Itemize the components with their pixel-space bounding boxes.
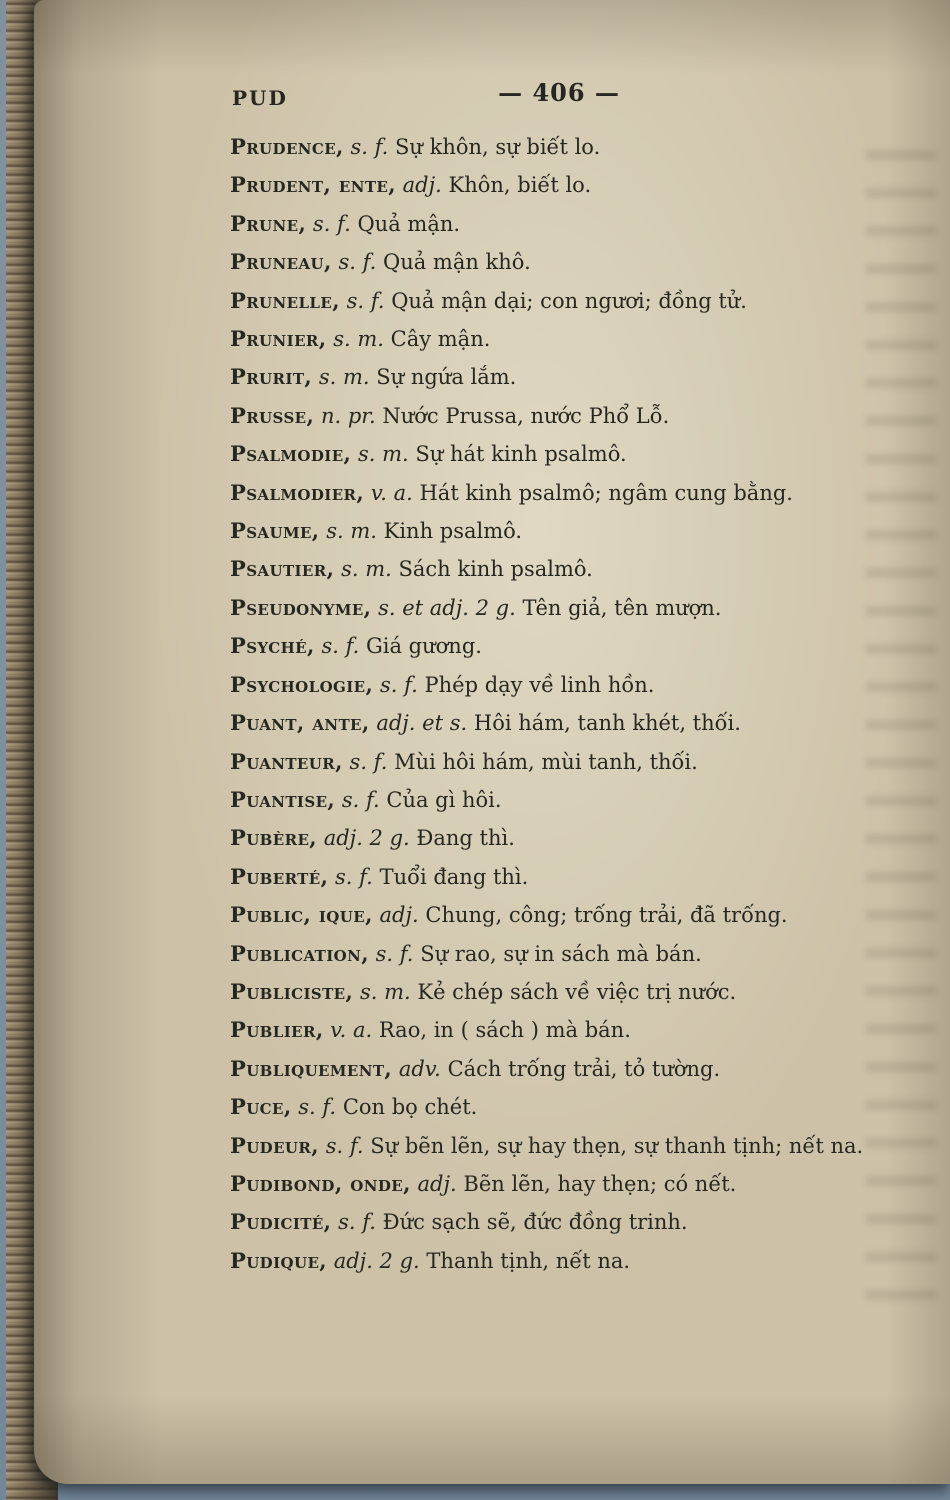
- dictionary-entry: [230, 166, 888, 204]
- dictionary-entry: [230, 743, 888, 781]
- entry-headword: Puanteur,: [230, 748, 343, 774]
- entry-headword: Psalmodie,: [230, 441, 352, 467]
- dictionary-entry: [230, 512, 888, 550]
- entry-definition: Kinh psalmô.: [383, 519, 523, 544]
- entry-definition: Của gì hôi.: [386, 787, 502, 812]
- entry-headword: Prunier,: [230, 326, 327, 352]
- entry-part-of-speech: s. m.: [359, 979, 411, 1004]
- dictionary-entry: [230, 435, 888, 473]
- dictionary-entry: [230, 1088, 888, 1126]
- entry-headword: Puce,: [230, 1094, 292, 1120]
- entry-headword: Pudibond, onde,: [230, 1170, 411, 1196]
- entry-headword: Psalmodier,: [230, 479, 365, 505]
- entry-part-of-speech: s. m.: [341, 557, 392, 582]
- entry-headword: Pudicité,: [230, 1209, 332, 1235]
- dictionary-entry: [230, 666, 888, 704]
- entry-headword: Public, ique,: [230, 902, 373, 928]
- entry-headword: Publiquement,: [230, 1055, 393, 1081]
- entry-headword: Pudique,: [230, 1247, 327, 1273]
- entry-definition: Phép dạy về linh hồn.: [424, 672, 655, 697]
- entry-part-of-speech: adj.: [417, 1171, 457, 1196]
- entry-headword: Puantise,: [230, 786, 336, 812]
- dictionary-entry: [230, 1050, 888, 1088]
- dictionary-entry: [230, 1165, 888, 1203]
- entry-definition: Sự rao, sự in sách mà bán.: [420, 941, 702, 966]
- entry-part-of-speech: v. a.: [370, 480, 413, 505]
- entry-definition: Sự bẽn lẽn, sự hay thẹn, sự thanh tịnh; nết na.: [370, 1133, 864, 1158]
- entry-part-of-speech: s. f.: [346, 288, 385, 313]
- entry-headword: Pruneau,: [230, 249, 332, 275]
- entry-part-of-speech: adj. 2 g.: [333, 1248, 420, 1273]
- entry-definition: Rao, in ( sách ) mà bán.: [378, 1018, 631, 1043]
- dictionary-entry: [230, 205, 888, 243]
- book-page: [34, 0, 950, 1484]
- entry-definition: Con bọ chét.: [342, 1095, 478, 1120]
- dictionary-entry: [230, 589, 888, 627]
- dictionary-entry: [230, 550, 888, 588]
- entry-headword: Publiciste,: [230, 978, 354, 1004]
- dictionary-entry: [230, 704, 888, 742]
- entry-part-of-speech: s. f.: [350, 135, 389, 159]
- dictionary-entry: [230, 1242, 888, 1280]
- dictionary-entry: [230, 973, 888, 1011]
- entry-definition: Đức sạch sẽ, đức đồng trinh.: [382, 1210, 688, 1235]
- guide-word: PUD: [232, 86, 288, 110]
- page-header: [230, 78, 888, 122]
- entry-part-of-speech: adj.: [379, 903, 419, 928]
- entry-part-of-speech: s. f.: [312, 211, 351, 236]
- entry-headword: Psyché,: [230, 633, 315, 659]
- entry-definition: Bẽn lẽn, hay thẹn; có nết.: [463, 1171, 737, 1196]
- entry-definition: Hôi hám, tanh khét, thối.: [473, 711, 741, 736]
- entry-part-of-speech: s. m.: [333, 327, 384, 352]
- entry-headword: Prudence,: [230, 134, 344, 159]
- entry-part-of-speech: s. f.: [341, 787, 380, 812]
- dictionary-entry: [230, 627, 888, 665]
- dictionary-entry: [230, 243, 888, 281]
- entry-definition: Khôn, biết lo.: [448, 173, 592, 198]
- entry-part-of-speech: s. f.: [379, 672, 418, 697]
- entry-headword: Prusse,: [230, 402, 315, 428]
- entry-part-of-speech: v. a.: [330, 1018, 373, 1043]
- entry-definition: Quả mận dại; con ngươi; đồng tử.: [391, 288, 747, 313]
- entry-part-of-speech: s. f.: [321, 634, 360, 659]
- entry-definition: Sự hát kinh psalmô.: [415, 442, 627, 467]
- entry-headword: Psaume,: [230, 518, 320, 544]
- entry-headword: Pubère,: [230, 825, 317, 851]
- entry-definition: Sự ngứa lắm.: [376, 365, 517, 390]
- entry-definition: Cách trống trải, tỏ tường.: [447, 1056, 721, 1081]
- entry-definition: Thanh tịnh, nết na.: [426, 1248, 631, 1273]
- entry-definition: Chung, công; trống trải, đã trống.: [425, 903, 788, 928]
- entry-headword: Prudent, ente,: [230, 172, 396, 198]
- entry-headword: Prunelle,: [230, 287, 340, 313]
- entry-part-of-speech: s. m.: [326, 519, 377, 544]
- entry-part-of-speech: s. f.: [325, 1133, 364, 1158]
- dictionary-entry: [230, 935, 888, 973]
- dictionary-entry: [230, 128, 888, 166]
- dictionary-entry: [230, 1011, 888, 1049]
- entry-part-of-speech: s. et adj. 2 g.: [378, 595, 516, 620]
- entry-part-of-speech: s. m.: [357, 442, 409, 467]
- entry-part-of-speech: s. f.: [338, 250, 377, 275]
- entry-part-of-speech: s. f.: [298, 1095, 337, 1120]
- entry-definition: Tên giả, tên mượn.: [522, 595, 722, 620]
- entry-definition: Tuổi đang thì.: [379, 864, 529, 889]
- page-content: [34, 0, 950, 1484]
- entries-list: [230, 128, 888, 1280]
- entry-definition: Cây mận.: [390, 327, 491, 352]
- dictionary-entry: [230, 781, 888, 819]
- dictionary-entry: [230, 397, 888, 435]
- dictionary-entry: [230, 358, 888, 396]
- entry-part-of-speech: adj. et s.: [376, 711, 468, 736]
- dictionary-entry: [230, 858, 888, 896]
- dictionary-entry: [230, 819, 888, 857]
- entry-definition: Sách kinh psalmô.: [398, 557, 593, 582]
- dictionary-entry: [230, 1127, 888, 1165]
- entry-definition: Đang thì.: [416, 826, 515, 851]
- entry-headword: Pudeur,: [230, 1132, 319, 1158]
- entry-part-of-speech: n. pr.: [320, 403, 376, 428]
- entry-definition: Giá gương.: [366, 634, 482, 659]
- entry-part-of-speech: s. f.: [338, 1210, 376, 1235]
- entry-definition: Sự khôn, sự biết lo.: [395, 135, 601, 159]
- entry-definition: Nước Prussa, nước Phổ Lỗ.: [382, 403, 670, 428]
- entry-headword: Prurit,: [230, 364, 313, 390]
- entry-headword: Pseudonyme,: [230, 594, 372, 620]
- entry-headword: Puberté,: [230, 863, 329, 889]
- entry-headword: Puant, ante,: [230, 710, 370, 736]
- entry-headword: Psautier,: [230, 556, 335, 582]
- entry-headword: Prune,: [230, 210, 307, 236]
- entry-part-of-speech: adv.: [398, 1056, 441, 1081]
- page-number: — 406 —: [498, 78, 620, 107]
- entry-headword: Publication,: [230, 940, 369, 966]
- entry-part-of-speech: adj.: [402, 173, 442, 198]
- dictionary-entry: [230, 320, 888, 358]
- entry-definition: Mùi hôi hám, mùi tanh, thối.: [394, 749, 698, 774]
- dictionary-entry: [230, 282, 888, 320]
- entry-part-of-speech: s. f.: [375, 941, 414, 966]
- dictionary-entry: [230, 896, 888, 934]
- entry-definition: Kẻ chép sách về việc trị nước.: [417, 979, 737, 1004]
- dictionary-entry: [230, 1203, 888, 1241]
- dictionary-entry: [230, 474, 888, 512]
- entry-part-of-speech: s. f.: [335, 864, 373, 889]
- entry-definition: Hát kinh psalmô; ngâm cung bằng.: [419, 480, 793, 505]
- entry-headword: Psychologie,: [230, 671, 374, 697]
- entry-part-of-speech: s. f.: [349, 749, 388, 774]
- entry-part-of-speech: adj. 2 g.: [323, 826, 410, 851]
- entry-part-of-speech: s. m.: [318, 365, 370, 390]
- entry-definition: Quả mận khô.: [382, 250, 531, 275]
- entry-definition: Quả mận.: [357, 211, 461, 236]
- entry-headword: Publier,: [230, 1017, 324, 1043]
